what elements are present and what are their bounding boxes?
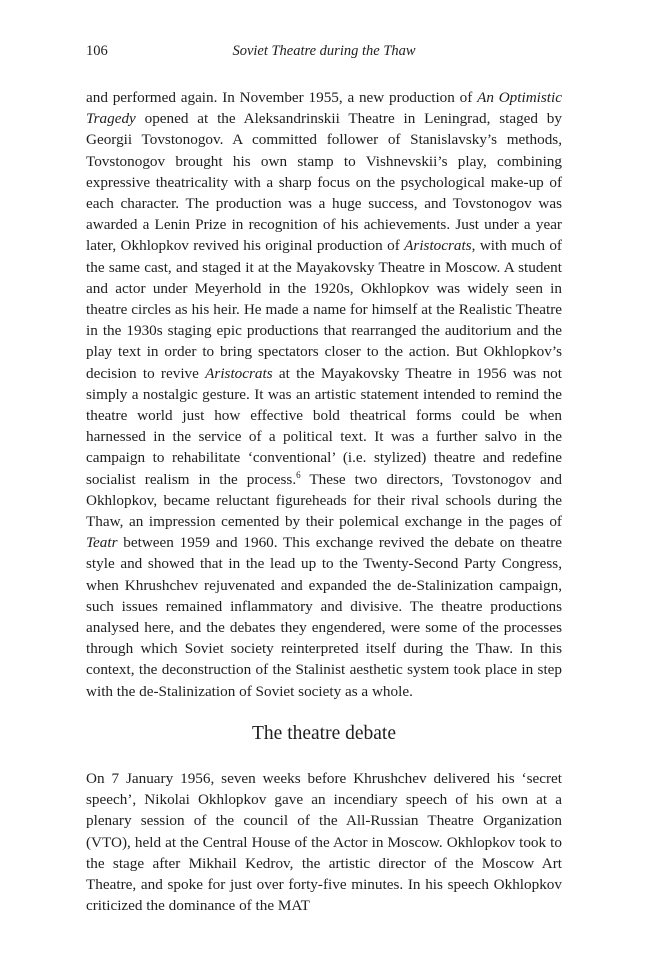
text-run: at the Mayakovsky Theatre in 1956 was not simply a nostalgic gesture. It was an artistic statement intended to remind the theatre world just how effective bold theatrical forms could be when harnessed in the service of a political text. It was a further salvo in the campaign to rehabilitate ‘conventional’ (i.e. stylized) theatre and redefine socialist realism in the process. <box>86 364 562 488</box>
text-run: and performed again. In November 1955, a new production of <box>86 89 478 106</box>
text-run: , with much of the same cast, and staged it at the Mayakovsky Theatre in Moscow. A student and actor under Meyerhold in the 1920s, Okhlopkov was widely seen in theatre circles as his heir. He made a name for himself at the Realistic Theatre in the 1930s staging epic productions that rearranged the auditorium and the play text in order to bring spectators closer to the action. But Okhlopkov’s decision to revive <box>86 237 562 382</box>
text-run: These two directors, Tovstonogov and Okhlopkov, became reluctant figureheads for their rival schools during the Thaw, an impression cemented by their polemical exchange in the pages of <box>86 470 562 531</box>
paragraph-text: On 7 January 1956, seven weeks before Khrushchev delivered his ‘secret speech’, Nikolai Okhlopkov gave an incendiary speech of his own at a plenary session of the council of the All-Russian Theatre Organization (VTO), held at the Central House of the Actor in Moscow. Okhlopkov took to the stage after Mikhail Kedrov, the artistic director of the Moscow Art Theatre, and spoke for just over forty-five minutes. In his speech Okhlopkov criticized the dominance of the MAT <box>86 770 562 915</box>
play-title: Aristocrats <box>404 237 472 255</box>
page-number: 106 <box>86 43 108 59</box>
body-paragraph-1 <box>86 87 562 702</box>
play-title: An Optimistic Tragedy <box>86 89 562 128</box>
text-run: between 1959 and 1960. This exchange revived the debate on theatre style and showed that in the lead up to the Twenty-Second Party Congress, when Khrushchev rejuvenated and expanded the de-Stalinization campaign, such issues remained inflammatory and divisive. The theatre productions analysed here, and the debates they engendered, were some of the processes through which Soviet society reinterpreted itself during the Thaw. In this context, the deconstruction of the Stalinist aesthetic system took place in step with the de-Stalinization of Soviet society as a whole. <box>86 534 562 700</box>
footnote-marker: 6 <box>296 469 301 480</box>
text-run: opened at the Aleksandrinskii Theatre in Leningrad, staged by Georgii Tovstonogov. A committed follower of Stanislavsky’s methods, Tovstonogov brought his own stamp to Vishnevskii’s play, combining expressive theatricality with a sharp focus on the psychological make-up of each character. The production was a huge success, and Tovstonogov was awarded a Lenin Prize in recognition of his achievements. Just under a year later, Okhlopkov revived his original production of <box>86 110 562 255</box>
journal-title: Teatr <box>86 534 118 552</box>
body-paragraph-2 <box>86 768 562 916</box>
section-heading: The theatre debate <box>252 723 396 744</box>
running-head <box>86 43 562 65</box>
play-title: Aristocrats <box>205 364 273 382</box>
running-title: Soviet Theatre during the Thaw <box>232 43 416 59</box>
